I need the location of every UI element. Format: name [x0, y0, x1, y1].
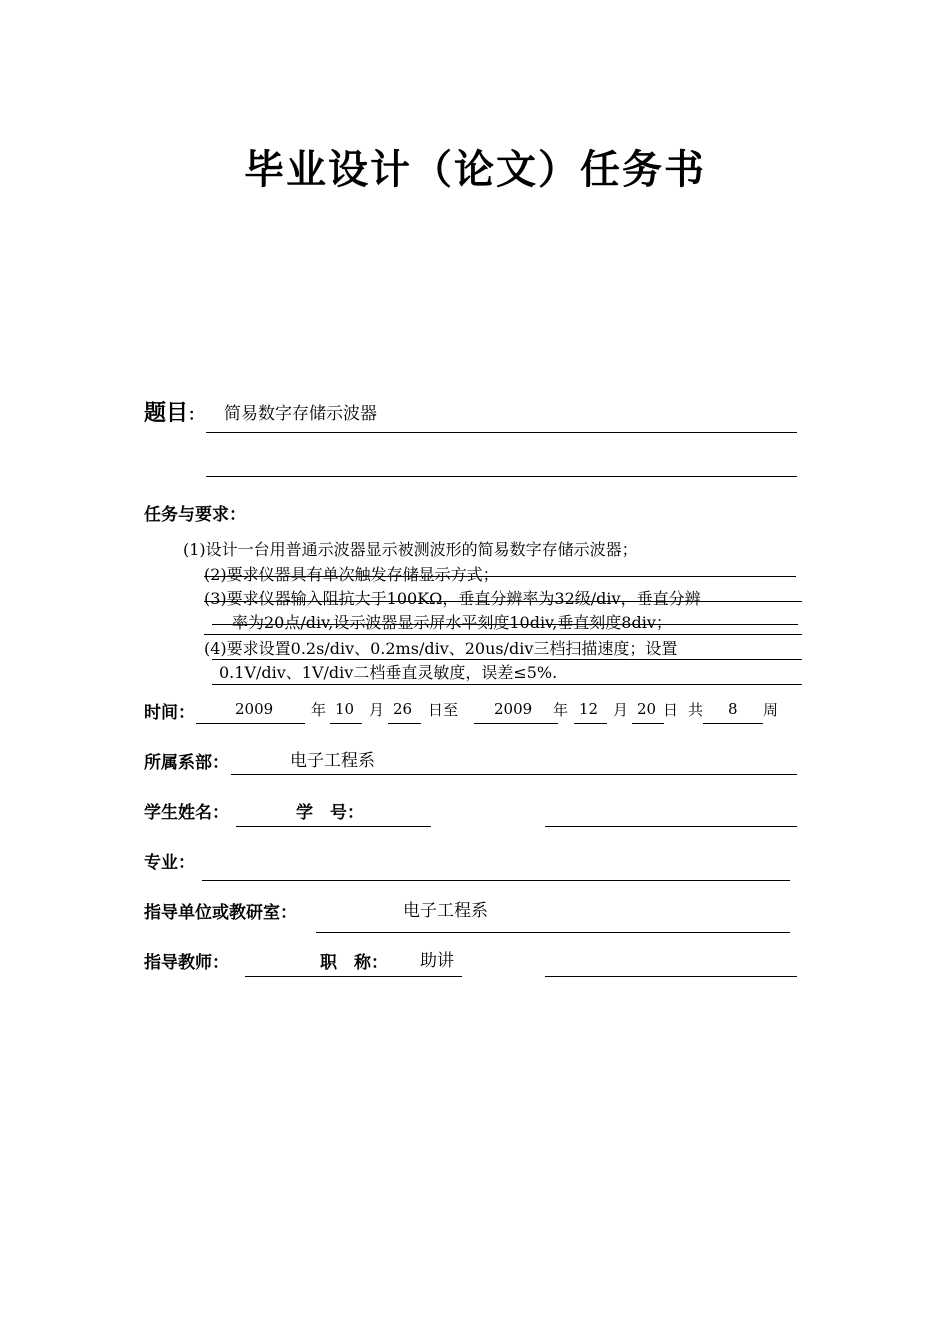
day-to: 日至 — [428, 701, 459, 719]
end-year-unit: 年 — [553, 701, 569, 719]
teacher-label: 指导教师： — [144, 953, 229, 973]
start-month-underline — [330, 723, 362, 724]
end-month-underline — [574, 723, 607, 724]
student-id-underline — [545, 826, 797, 827]
teacher-title-value: 助讲 — [420, 951, 454, 971]
department-underline — [231, 774, 797, 775]
topic-row — [144, 396, 204, 427]
teacher-title-underline — [545, 976, 797, 977]
topic-label: 题目 — [144, 401, 189, 426]
teacher-underline — [245, 976, 462, 977]
start-day: 26 — [393, 700, 413, 718]
requirement-item-1: (1)设计一台用普通示波器显示被测波形的简易数字存储示波器； — [183, 540, 638, 559]
requirements-label: 任务与要求： — [144, 505, 246, 525]
requirement-item-4-cont: 0.1V/div、1V/div二档垂直灵敏度，误差≤5%. — [219, 663, 558, 682]
requirement-item-3: (3)要求仪器输入阻抗大于100KΩ，垂直分辨率为32级/div，垂直分辨 — [204, 589, 701, 608]
page-title: 毕业设计（论文）任务书 — [244, 147, 706, 193]
student-name-label: 学生姓名： — [144, 803, 229, 823]
start-year: 2009 — [235, 700, 274, 718]
end-month-unit: 月 — [613, 701, 629, 719]
start-month: 10 — [335, 700, 355, 718]
total-label: 共 — [688, 701, 704, 719]
req-line-5 — [212, 659, 802, 660]
end-day-underline — [632, 723, 664, 724]
end-day-unit: 日 — [663, 701, 679, 719]
start-year-underline — [196, 723, 305, 724]
topic-underline-2 — [206, 476, 797, 477]
time-label: 时间： — [144, 703, 195, 723]
start-day-underline — [388, 723, 421, 724]
major-underline — [202, 880, 790, 881]
requirement-item-2: (2)要求仪器具有单次触发存储显示方式； — [204, 565, 499, 584]
end-day: 20 — [637, 700, 657, 718]
req-line-6 — [212, 684, 802, 685]
teacher-title-label: 职 称： — [320, 953, 388, 973]
req-line-1 — [204, 576, 796, 577]
end-year: 2009 — [494, 700, 533, 718]
weeks-value: 8 — [728, 700, 738, 718]
requirement-item-4: (4)要求设置0.2s/div、0.2ms/div、20us/div三档扫描速度；设置 — [204, 639, 678, 658]
start-year-unit: 年 — [311, 701, 327, 719]
req-line-2 — [204, 601, 802, 602]
guidance-unit-underline — [316, 932, 790, 933]
department-value: 电子工程系 — [290, 751, 375, 771]
topic-value: 简易数字存储示波器 — [224, 404, 377, 424]
major-label: 专业： — [144, 853, 195, 873]
req-line-4 — [204, 634, 802, 635]
student-name-underline — [236, 826, 431, 827]
guidance-unit-label: 指导单位或教研室： — [144, 903, 297, 923]
department-label: 所属系部： — [144, 753, 229, 773]
topic-underline-1 — [206, 432, 797, 433]
start-month-unit: 月 — [369, 701, 385, 719]
end-month: 12 — [579, 700, 599, 718]
weeks-underline — [703, 723, 763, 724]
topic-colon: ： — [188, 405, 205, 424]
week-unit: 周 — [763, 701, 779, 719]
guidance-unit-value: 电子工程系 — [403, 901, 488, 921]
student-id-label: 学 号： — [296, 803, 364, 823]
requirement-item-3-cont: 率为20点/div,设示波器显示屏水平刻度10div,垂直刻度8div； — [232, 613, 672, 632]
req-line-3 — [212, 624, 798, 625]
end-year-underline — [474, 723, 558, 724]
